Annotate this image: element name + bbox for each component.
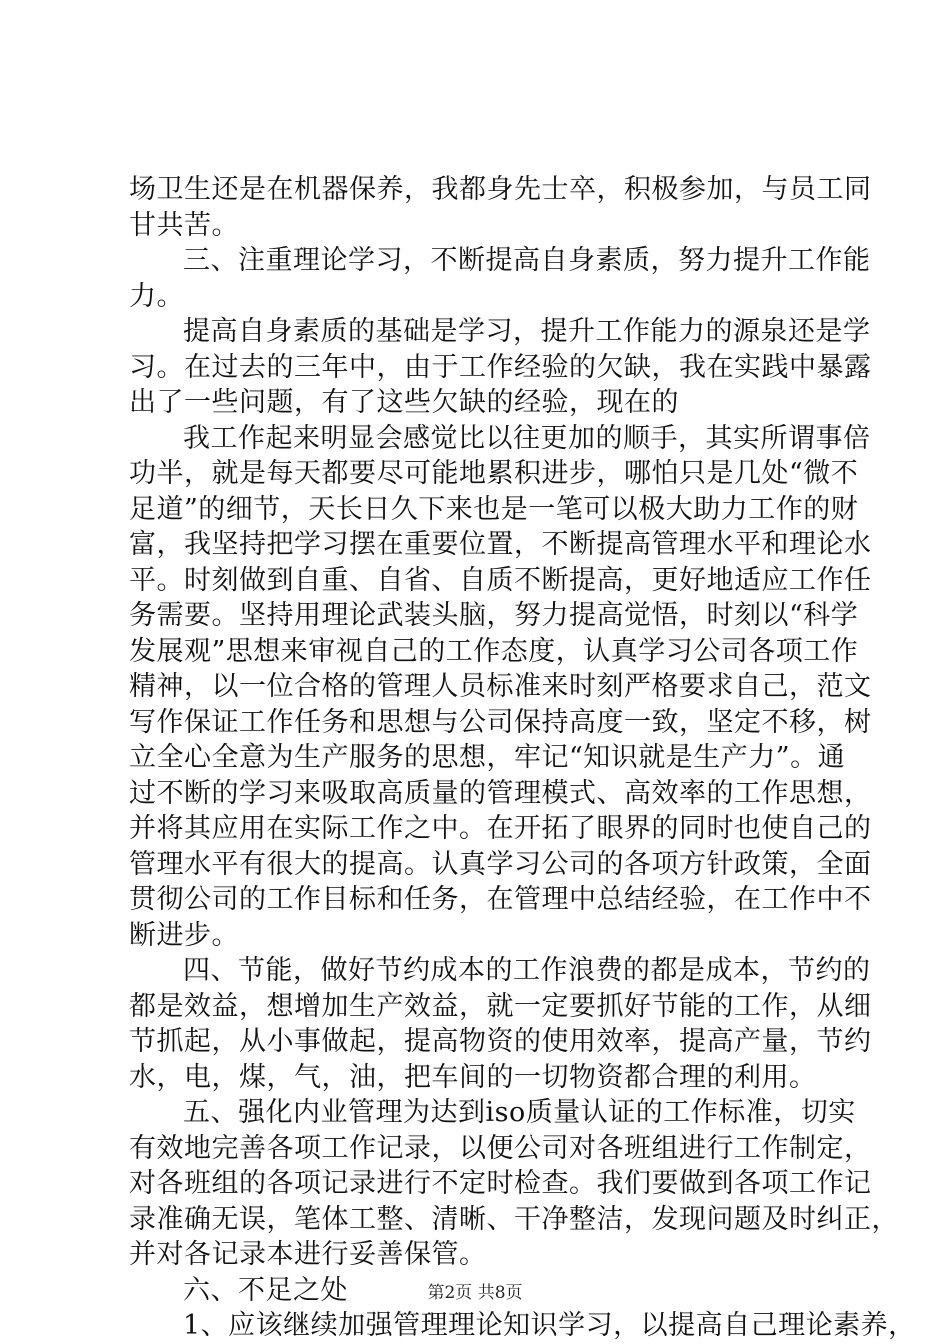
text-line: 断进步。 <box>129 919 239 951</box>
text-line: 录准确无误，笔体工整、清晰、干净整洁，发现问题及时纠正， <box>129 1203 899 1235</box>
text-line: 精神，以一位合格的管理人员标准来时刻严格要求自己，范文 <box>129 671 872 702</box>
text-line: 提高自身素质的基础是学习，提升工作能力的源泉还是学 <box>183 316 871 347</box>
text-line: 节抓起，从小事做起，提高物资的使用效率，提高产量，节约 <box>129 1026 872 1057</box>
text-line: 都是效益，想增加生产效益，就一定要抓好节能的工作，从细 <box>129 990 872 1022</box>
text-line: 功半，就是每天都要尽可能地累积进步，哪怕只是几处“微不 <box>129 458 859 489</box>
text-line: 甘共苦。 <box>129 209 239 241</box>
text-line: 水，电，煤，气，油，把车间的一切物资都合理的利用。 <box>129 1061 817 1093</box>
text-line: 六、不足之处 <box>183 1274 348 1306</box>
text-line: 贯彻公司的工作目标和任务，在管理中总结经验，在工作中不 <box>129 884 872 915</box>
text-line: 力。 <box>129 280 184 312</box>
text-line: 我工作起来明显会感觉比以往更加的顺手，其实所谓事倍 <box>183 422 871 454</box>
text-line: 习。在过去的三年中，由于工作经验的欠缺，我在实践中暴露 <box>129 351 872 383</box>
text-line: 过不断的学习来吸取高质量的管理模式、高效率的工作思想， <box>129 777 872 809</box>
text-line: 管理水平有很大的提高。认真学习公司的各项方针政策，全面 <box>129 848 872 880</box>
text-line: 足道”的细节，天长日久下来也是一笔可以极大助力工作的财 <box>129 493 859 525</box>
text-line: 写作保证工作任务和思想与公司保持高度一致，坚定不移，树 <box>129 706 872 738</box>
text-line: 五、强化内业管理为达到iso质量认证的工作标准，切实 <box>183 1097 856 1128</box>
text-line: 务需要。坚持用理论武装头脑，努力提高觉悟，时刻以“科学 <box>129 600 859 631</box>
document-body <box>129 172 916 1344</box>
text-line: 并将其应用在实际工作之中。在开拓了眼界的同时也使自己的 <box>129 813 872 844</box>
text-line: 有效地完善各项工作记录，以便公司对各班组进行工作制定， <box>129 1132 872 1164</box>
text-line: 平。时刻做到自重、自省、自质不断提高，更好地适应工作任 <box>129 564 872 596</box>
page-footer: 第2页 共8页 <box>427 1283 523 1303</box>
text-line: 场卫生还是在机器保养，我都身先士卒，积极参加，与员工同 <box>129 174 872 205</box>
text-line: 对各班组的各项记录进行不定时检查。我们要做到各项工作记 <box>129 1168 872 1199</box>
text-line: 三、注重理论学习，不断提高自身素质，努力提升工作能 <box>183 245 871 276</box>
text-line: 立全心全意为生产服务的思想，牢记“知识就是生产力”。通 <box>129 742 846 773</box>
text-line: 出了一些问题，有了这些欠缺的经验，现在的 <box>129 387 679 418</box>
text-line: 发展观”思想来审视自己的工作态度，认真学习公司各项工作 <box>129 635 859 667</box>
text-line: 四、节能，做好节约成本的工作浪费的都是成本，节约的 <box>183 955 871 986</box>
text-line: 1、应该继续加强管理理论知识学习，以提高自己理论素养， <box>183 1310 916 1341</box>
text-line: 并对各记录本进行妥善保管。 <box>129 1239 487 1270</box>
text-line: 富，我坚持把学习摆在重要位置，不断提高管理水平和理论水 <box>129 529 872 560</box>
